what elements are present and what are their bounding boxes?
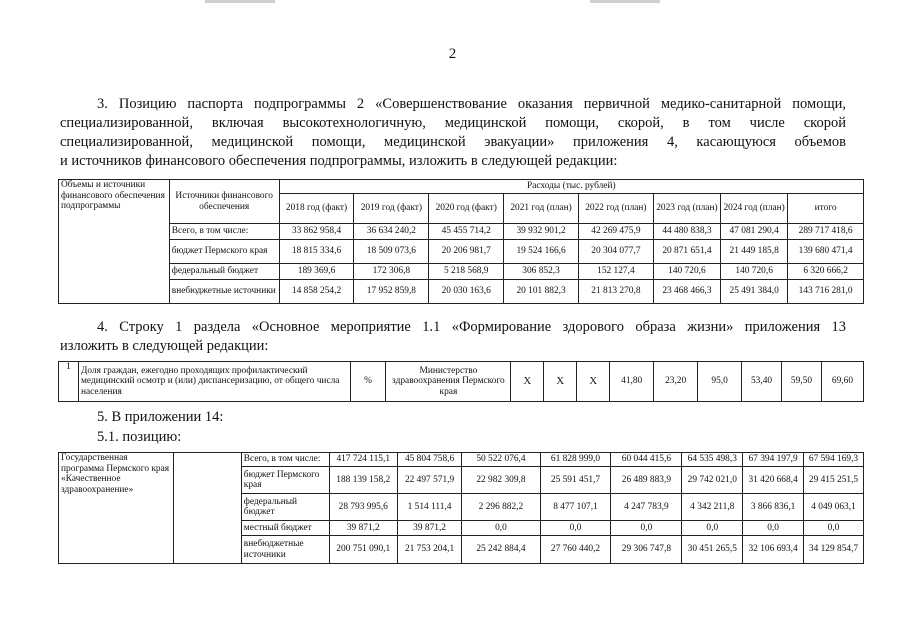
year-header: 2021 год (план) <box>504 194 579 224</box>
paragraph-line: специализированной, включая высокотехнологичную, медицинской помощи, скорой, в том числе скорой <box>60 115 846 131</box>
source-cell: внебюджетные источники <box>169 280 279 304</box>
source-cell: Всего, в том числе: <box>169 224 279 240</box>
row-number: 1 <box>59 362 79 402</box>
value-cell: 21 753 204,1 <box>397 536 461 564</box>
year-header: 2020 год (факт) <box>429 194 504 224</box>
value-cell: 0,0 <box>462 521 540 536</box>
value-cell: 8 477 107,1 <box>540 494 611 521</box>
value-cell: 172 306,8 <box>354 264 429 280</box>
value-cell: 95,0 <box>698 362 742 402</box>
value-cell: 139 680 471,4 <box>788 240 864 264</box>
unit-cell: % <box>350 362 386 402</box>
value-cell: 306 852,3 <box>504 264 579 280</box>
section-5-heading: 5. В приложении 14: <box>97 409 224 425</box>
value-cell: 39 871,2 <box>329 521 397 536</box>
value-cell: 140 720,6 <box>653 264 720 280</box>
value-cell: 47 081 290,4 <box>721 224 788 240</box>
sources-header: Источники финансового обеспечения <box>169 180 279 224</box>
value-cell: 61 828 999,0 <box>540 453 611 467</box>
value-cell: 152 127,4 <box>578 264 653 280</box>
value-cell: 3 866 836,1 <box>743 494 804 521</box>
value-cell: 31 420 668,4 <box>743 467 804 494</box>
value-cell: 36 634 240,2 <box>354 224 429 240</box>
value-cell: 29 415 251,5 <box>804 467 864 494</box>
value-cell: 20 871 651,4 <box>653 240 720 264</box>
table-row <box>59 264 864 280</box>
value-cell: 30 451 265,5 <box>682 536 743 564</box>
value-cell: 18 815 334,6 <box>279 240 354 264</box>
year-header: 2023 год (план) <box>653 194 720 224</box>
value-cell: 14 858 254,2 <box>279 280 354 304</box>
value-cell: 29 306 747,8 <box>611 536 682 564</box>
table-row <box>59 453 864 467</box>
program-name-cell: Государственная программа Пермского края «Качественное здравоохранение» <box>59 453 174 564</box>
table-row <box>59 240 864 264</box>
value-cell: 140 720,6 <box>721 264 788 280</box>
empty-cell <box>173 453 241 564</box>
value-cell: 53,40 <box>742 362 782 402</box>
value-cell: 42 269 475,9 <box>578 224 653 240</box>
value-cell: 1 514 111,4 <box>397 494 461 521</box>
table-row <box>59 280 864 304</box>
program-financing-table <box>58 452 864 564</box>
value-cell: 69,60 <box>821 362 863 402</box>
value-cell: 5 218 568,9 <box>429 264 504 280</box>
total-header: итого <box>788 194 864 224</box>
financing-table <box>58 179 864 304</box>
scan-artifact <box>205 0 275 3</box>
value-cell: 25 491 384,0 <box>721 280 788 304</box>
year-header: 2019 год (факт) <box>354 194 429 224</box>
section-4-paragraph <box>60 318 846 356</box>
value-cell: X <box>577 362 610 402</box>
source-cell: Всего, в том числе: <box>241 453 329 467</box>
value-cell: 39 871,2 <box>397 521 461 536</box>
value-cell: X <box>511 362 544 402</box>
value-cell: 143 716 281,0 <box>788 280 864 304</box>
value-cell: 200 751 090,1 <box>329 536 397 564</box>
value-cell: 0,0 <box>743 521 804 536</box>
value-cell: 0,0 <box>804 521 864 536</box>
value-cell: 45 455 714,2 <box>429 224 504 240</box>
expenses-header: Расходы (тыс. рублей) <box>279 180 863 194</box>
value-cell: 4 247 783,9 <box>611 494 682 521</box>
value-cell: 21 813 270,8 <box>578 280 653 304</box>
value-cell: 4 049 063,1 <box>804 494 864 521</box>
paragraph-line: 3. Позицию паспорта подпрограммы 2 «Совершенствование оказания первичной медико-санитарной помощи, <box>97 96 846 112</box>
source-cell: федеральный бюджет <box>241 494 329 521</box>
value-cell: 20 030 163,6 <box>429 280 504 304</box>
table-row <box>59 224 864 240</box>
paragraph-line: изложить в следующей редакции: <box>60 338 269 354</box>
value-cell: 0,0 <box>540 521 611 536</box>
value-cell: 21 449 185,8 <box>721 240 788 264</box>
value-cell: 417 724 115,1 <box>329 453 397 467</box>
value-cell: 4 342 211,8 <box>682 494 743 521</box>
source-cell: бюджет Пермского края <box>169 240 279 264</box>
value-cell: X <box>544 362 577 402</box>
indicator-name: Доля граждан, ежегодно проходящих профилактический медицинский осмотр и (или) диспансеризацию, от общего числа населения <box>78 362 350 402</box>
value-cell: 32 106 693,4 <box>743 536 804 564</box>
value-cell: 28 793 995,6 <box>329 494 397 521</box>
value-cell: 45 804 758,6 <box>397 453 461 467</box>
source-cell: внебюджетные источники <box>241 536 329 564</box>
value-cell: 22 497 571,9 <box>397 467 461 494</box>
value-cell: 29 742 021,0 <box>682 467 743 494</box>
value-cell: 20 101 882,3 <box>504 280 579 304</box>
value-cell: 18 509 073,6 <box>354 240 429 264</box>
paragraph-line: специализированной, медицинской помощи, медицинской эвакуации» приложения 4, касающуюся объемов <box>60 134 846 150</box>
value-cell: 6 320 666,2 <box>788 264 864 280</box>
value-cell: 22 982 309,8 <box>462 467 540 494</box>
value-cell: 27 760 440,2 <box>540 536 611 564</box>
value-cell: 41,80 <box>610 362 654 402</box>
row-label-cell: Объемы и источники финансового обеспечения подпрограммы <box>59 180 170 304</box>
value-cell: 2 296 882,2 <box>462 494 540 521</box>
value-cell: 189 369,6 <box>279 264 354 280</box>
year-header: 2024 год (план) <box>721 194 788 224</box>
year-header: 2022 год (план) <box>578 194 653 224</box>
value-cell: 33 862 958,4 <box>279 224 354 240</box>
page-number: 2 <box>448 46 457 62</box>
section-3-paragraph <box>60 95 846 171</box>
executor-cell: Министерство здравоохранения Пермского края <box>386 362 511 402</box>
value-cell: 23,20 <box>654 362 698 402</box>
table-row <box>59 362 864 402</box>
value-cell: 39 932 901,2 <box>504 224 579 240</box>
source-cell: местный бюджет <box>241 521 329 536</box>
value-cell: 25 242 884,4 <box>462 536 540 564</box>
value-cell: 23 468 466,3 <box>653 280 720 304</box>
value-cell: 17 952 859,8 <box>354 280 429 304</box>
value-cell: 20 206 981,7 <box>429 240 504 264</box>
value-cell: 67 594 169,3 <box>804 453 864 467</box>
value-cell: 19 524 166,6 <box>504 240 579 264</box>
value-cell: 67 394 197,9 <box>743 453 804 467</box>
value-cell: 0,0 <box>611 521 682 536</box>
section-5-1-heading: 5.1. позицию: <box>97 429 182 445</box>
value-cell: 188 139 158,2 <box>329 467 397 494</box>
value-cell: 50 522 076,4 <box>462 453 540 467</box>
paragraph-line: и источников финансового обеспечения подпрограммы, изложить в следующей редакции: <box>60 153 618 169</box>
year-header: 2018 год (факт) <box>279 194 354 224</box>
value-cell: 44 480 838,3 <box>653 224 720 240</box>
value-cell: 20 304 077,7 <box>578 240 653 264</box>
value-cell: 26 489 883,9 <box>611 467 682 494</box>
value-cell: 60 044 415,6 <box>611 453 682 467</box>
paragraph-line: 4. Строку 1 раздела «Основное мероприятие 1.1 «Формирование здорового образа жизни» приложения 13 <box>97 319 846 335</box>
measure-table <box>58 361 864 402</box>
value-cell: 0,0 <box>682 521 743 536</box>
value-cell: 64 535 498,3 <box>682 453 743 467</box>
value-cell: 59,50 <box>782 362 822 402</box>
value-cell: 34 129 854,7 <box>804 536 864 564</box>
source-cell: бюджет Пермского края <box>241 467 329 494</box>
source-cell: федеральный бюджет <box>169 264 279 280</box>
value-cell: 25 591 451,7 <box>540 467 611 494</box>
scan-artifact <box>590 0 660 3</box>
value-cell: 289 717 418,6 <box>788 224 864 240</box>
